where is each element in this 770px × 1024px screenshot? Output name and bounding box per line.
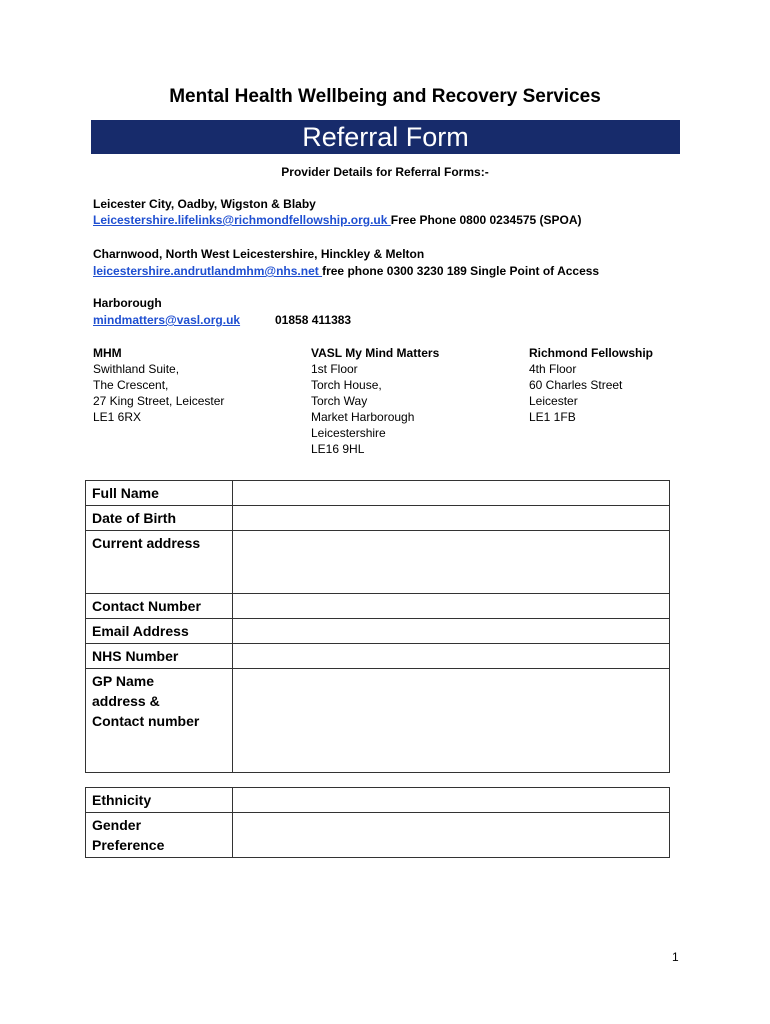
address-line: LE16 9HL xyxy=(311,442,365,456)
address-vasl xyxy=(311,345,439,457)
dob-label: Date of Birth xyxy=(86,506,233,531)
contact-number-field[interactable] xyxy=(233,594,670,619)
address-line: LE1 1FB xyxy=(529,410,576,424)
area2-name: Charnwood, North West Leicestershire, Hinckley & Melton xyxy=(93,247,425,261)
table-row xyxy=(86,669,670,773)
personal-details-table xyxy=(85,480,670,773)
area1-name: Leicester City, Oadby, Wigston & Blaby xyxy=(93,197,316,211)
gp-label-line: address & xyxy=(92,693,160,709)
table-row xyxy=(86,506,670,531)
area2-contact xyxy=(93,264,599,278)
address-line: 27 King Street, Leicester xyxy=(93,394,225,408)
gender-label-line: Gender xyxy=(92,817,142,833)
area3-email-link[interactable]: mindmatters@vasl.org.uk xyxy=(93,313,241,327)
address-line: 1st Floor xyxy=(311,362,358,376)
contact-number-label: Contact Number xyxy=(86,594,233,619)
ethnicity-field[interactable] xyxy=(233,788,670,813)
address-line: The Crescent, xyxy=(93,378,169,392)
page-title: Mental Health Wellbeing and Recovery Services xyxy=(169,86,601,107)
ethnicity-label: Ethnicity xyxy=(86,788,233,813)
address-line: 4th Floor xyxy=(529,362,577,376)
nhs-number-field[interactable] xyxy=(233,644,670,669)
table-row xyxy=(86,594,670,619)
table-row xyxy=(86,813,670,858)
gender-label-line: Preference xyxy=(92,837,165,853)
dob-field[interactable] xyxy=(233,506,670,531)
area1-phone: Free Phone 0800 0234575 (SPOA) xyxy=(390,213,582,227)
area2-email-link[interactable]: leicestershire.andrutlandmhm@nhs.net xyxy=(93,264,323,278)
table-row xyxy=(86,788,670,813)
area2-phone: free phone 0300 3230 189 Single Point of Access xyxy=(322,264,600,278)
gender-preference-label xyxy=(86,813,233,858)
nhs-number-label: NHS Number xyxy=(86,644,233,669)
address-line: Leicestershire xyxy=(311,426,386,440)
email-field[interactable] xyxy=(233,619,670,644)
address-line: Market Harborough xyxy=(311,410,415,424)
address-line: Leicester xyxy=(529,394,578,408)
email-label: Email Address xyxy=(86,619,233,644)
address-field[interactable] xyxy=(233,531,670,594)
address-mhm xyxy=(93,345,224,425)
full-name-field[interactable] xyxy=(233,481,670,506)
address-richmond xyxy=(529,345,653,425)
gender-preference-field[interactable] xyxy=(233,813,670,858)
gp-label-line: Contact number xyxy=(92,713,200,729)
address-line: Torch House, xyxy=(311,378,382,392)
table-row xyxy=(86,619,670,644)
table-row xyxy=(86,644,670,669)
gp-label-line: GP Name xyxy=(92,673,154,689)
gp-details-label xyxy=(86,669,233,773)
table-row xyxy=(86,531,670,594)
address-label: Current address xyxy=(86,531,233,594)
area3-phone: 01858 411383 xyxy=(275,313,352,327)
full-name-label: Full Name xyxy=(86,481,233,506)
address-heading: VASL My Mind Matters xyxy=(311,346,440,360)
area1-contact xyxy=(93,213,582,227)
area3-name: Harborough xyxy=(93,296,162,310)
area3-contact xyxy=(93,313,240,327)
form-banner: Referral Form xyxy=(91,120,680,154)
table-row xyxy=(86,481,670,506)
address-heading: MHM xyxy=(93,346,122,360)
address-heading: Richmond Fellowship xyxy=(529,346,654,360)
gp-details-field[interactable] xyxy=(233,669,670,773)
area1-email-link[interactable]: Leicestershire.lifelinks@richmondfellowship.org.uk xyxy=(93,213,391,227)
provider-subtitle: Provider Details for Referral Forms:- xyxy=(281,165,489,179)
address-line: Swithland Suite, xyxy=(93,362,180,376)
address-line: Torch Way xyxy=(311,394,368,408)
address-line: LE1 6RX xyxy=(93,410,142,424)
page-number: 1 xyxy=(672,950,679,964)
address-line: 60 Charles Street xyxy=(529,378,623,392)
demographics-table xyxy=(85,787,670,858)
